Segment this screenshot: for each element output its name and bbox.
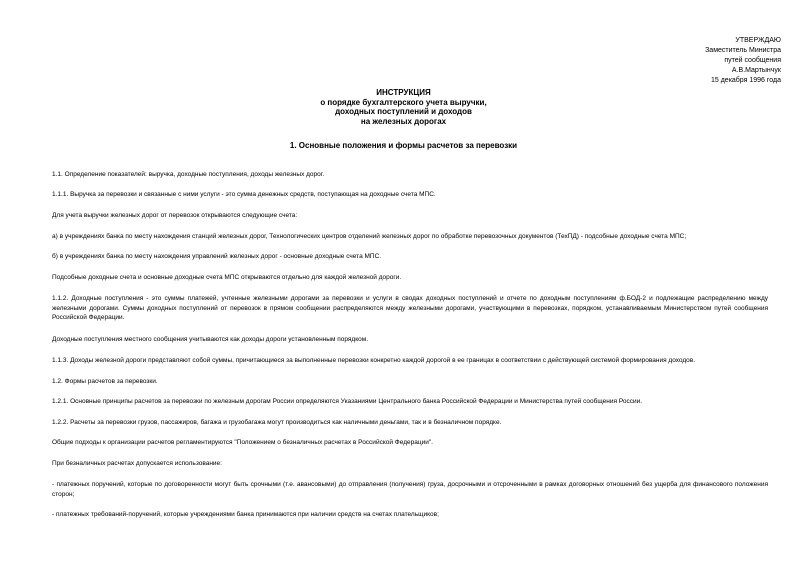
title-line: о порядке бухгалтерского учета выручки,: [320, 97, 487, 107]
paragraph: 1.1.3. Доходы железной дороги представляют собой суммы, причитающиеся за выполненные перевозки конкретно каждой дорогой в ее границах в соответствии с действующей системой формирования доходов.: [52, 357, 696, 364]
paragraph: 1.2.1. Основные принципы расчетов за перевозки по железным дорогам России определяются Указаниями Центрального банка Российской Федерации и Министерства путей сообщения России.: [52, 398, 643, 405]
title-line: ИНСТРУКЦИЯ: [376, 88, 431, 97]
paragraph: 1.2. Формы расчетов за перевозки.: [52, 378, 158, 385]
paragraph: Подсобные доходные счета и основные доходные счета МПС открываются отдельно для каждой железной дороги.: [52, 274, 402, 281]
paragraph: Для учета выручки железных дорог от перевозок открываются следующие счета:: [52, 212, 298, 219]
approval-date: 15 декабря 1996 года: [710, 77, 781, 84]
approval-position: Заместитель Министра: [705, 47, 781, 54]
paragraph: 1.2.2. Расчеты за перевозки грузов, пассажиров, багажа и грузобагажа могут производиться как наличными деньгами, так и в безналичном порядке.: [52, 419, 502, 426]
paragraph: б) в учреждениях банка по месту нахождения управлений железных дорог - основные доходные счета МПС.: [52, 253, 382, 260]
paragraph: а) в учреждениях банка по месту нахождения станций железных дорог, Технологических центров отделений железных дорог по обработке перевозочных документов (ТехПД) - подсобные доходные счета МПС;: [52, 233, 687, 240]
paragraph: Доходные поступления местного сообщения учитываются как доходы дороги установленным порядком.: [52, 336, 369, 343]
approval-block: [705, 36, 781, 86]
document-title: [0, 88, 807, 126]
section-heading: 1. Основные положения и формы расчетов за перевозки: [289, 141, 518, 150]
approval-ministry: путей сообщения: [724, 57, 781, 64]
paragraph: При безналичных расчетах допускается использование:: [52, 460, 222, 467]
approval-heading: УТВЕРЖДАЮ: [735, 37, 781, 44]
paragraph: Общие подходы к организации расчетов регламентируются "Положением о безналичных расчетах в Российской Федерации".: [52, 439, 433, 446]
paragraph: - платежных поручений, которые по договоренности могут быть срочными (т.е. авансовыми) до отправления (получения) груза, досрочными и отсроченными в рамках договорных отношений без ущерба для финансового положения сторон;: [52, 481, 768, 498]
paragraph: 1.1.1. Выручка за перевозки и связанные с ними услуги - это сумма денежных средств, поступающая на доходные счета МПС.: [52, 191, 436, 198]
title-line: на железных дорогах: [360, 116, 447, 126]
approval-signatory: А.В.Мартынчук: [731, 67, 781, 74]
paragraph: 1.1. Определение показателей: выручка, доходные поступления, доходы железных дорог.: [52, 171, 325, 178]
paragraph: 1.1.2. Доходные поступления - это суммы платежей, учтенные железными дорогами за перевозки и услуги в сводах доходных поступлений и отчете по доходным поступлениям ф.БОД-2 и подлежащие распределению между железными дорогами. Суммы доходных поступлений от перевозок в прямом сообщении распределяются между железными дорогами, участвующими в перевозках, порядком, устанавливаемым Министерством путей сообщения Российской Федерации.: [52, 295, 768, 322]
title-line: доходных поступлений и доходов: [335, 107, 472, 116]
paragraph: - платежных требований-поручений, которые учреждениями банка принимаются при наличии средств на счетах плательщиков;: [52, 511, 439, 518]
